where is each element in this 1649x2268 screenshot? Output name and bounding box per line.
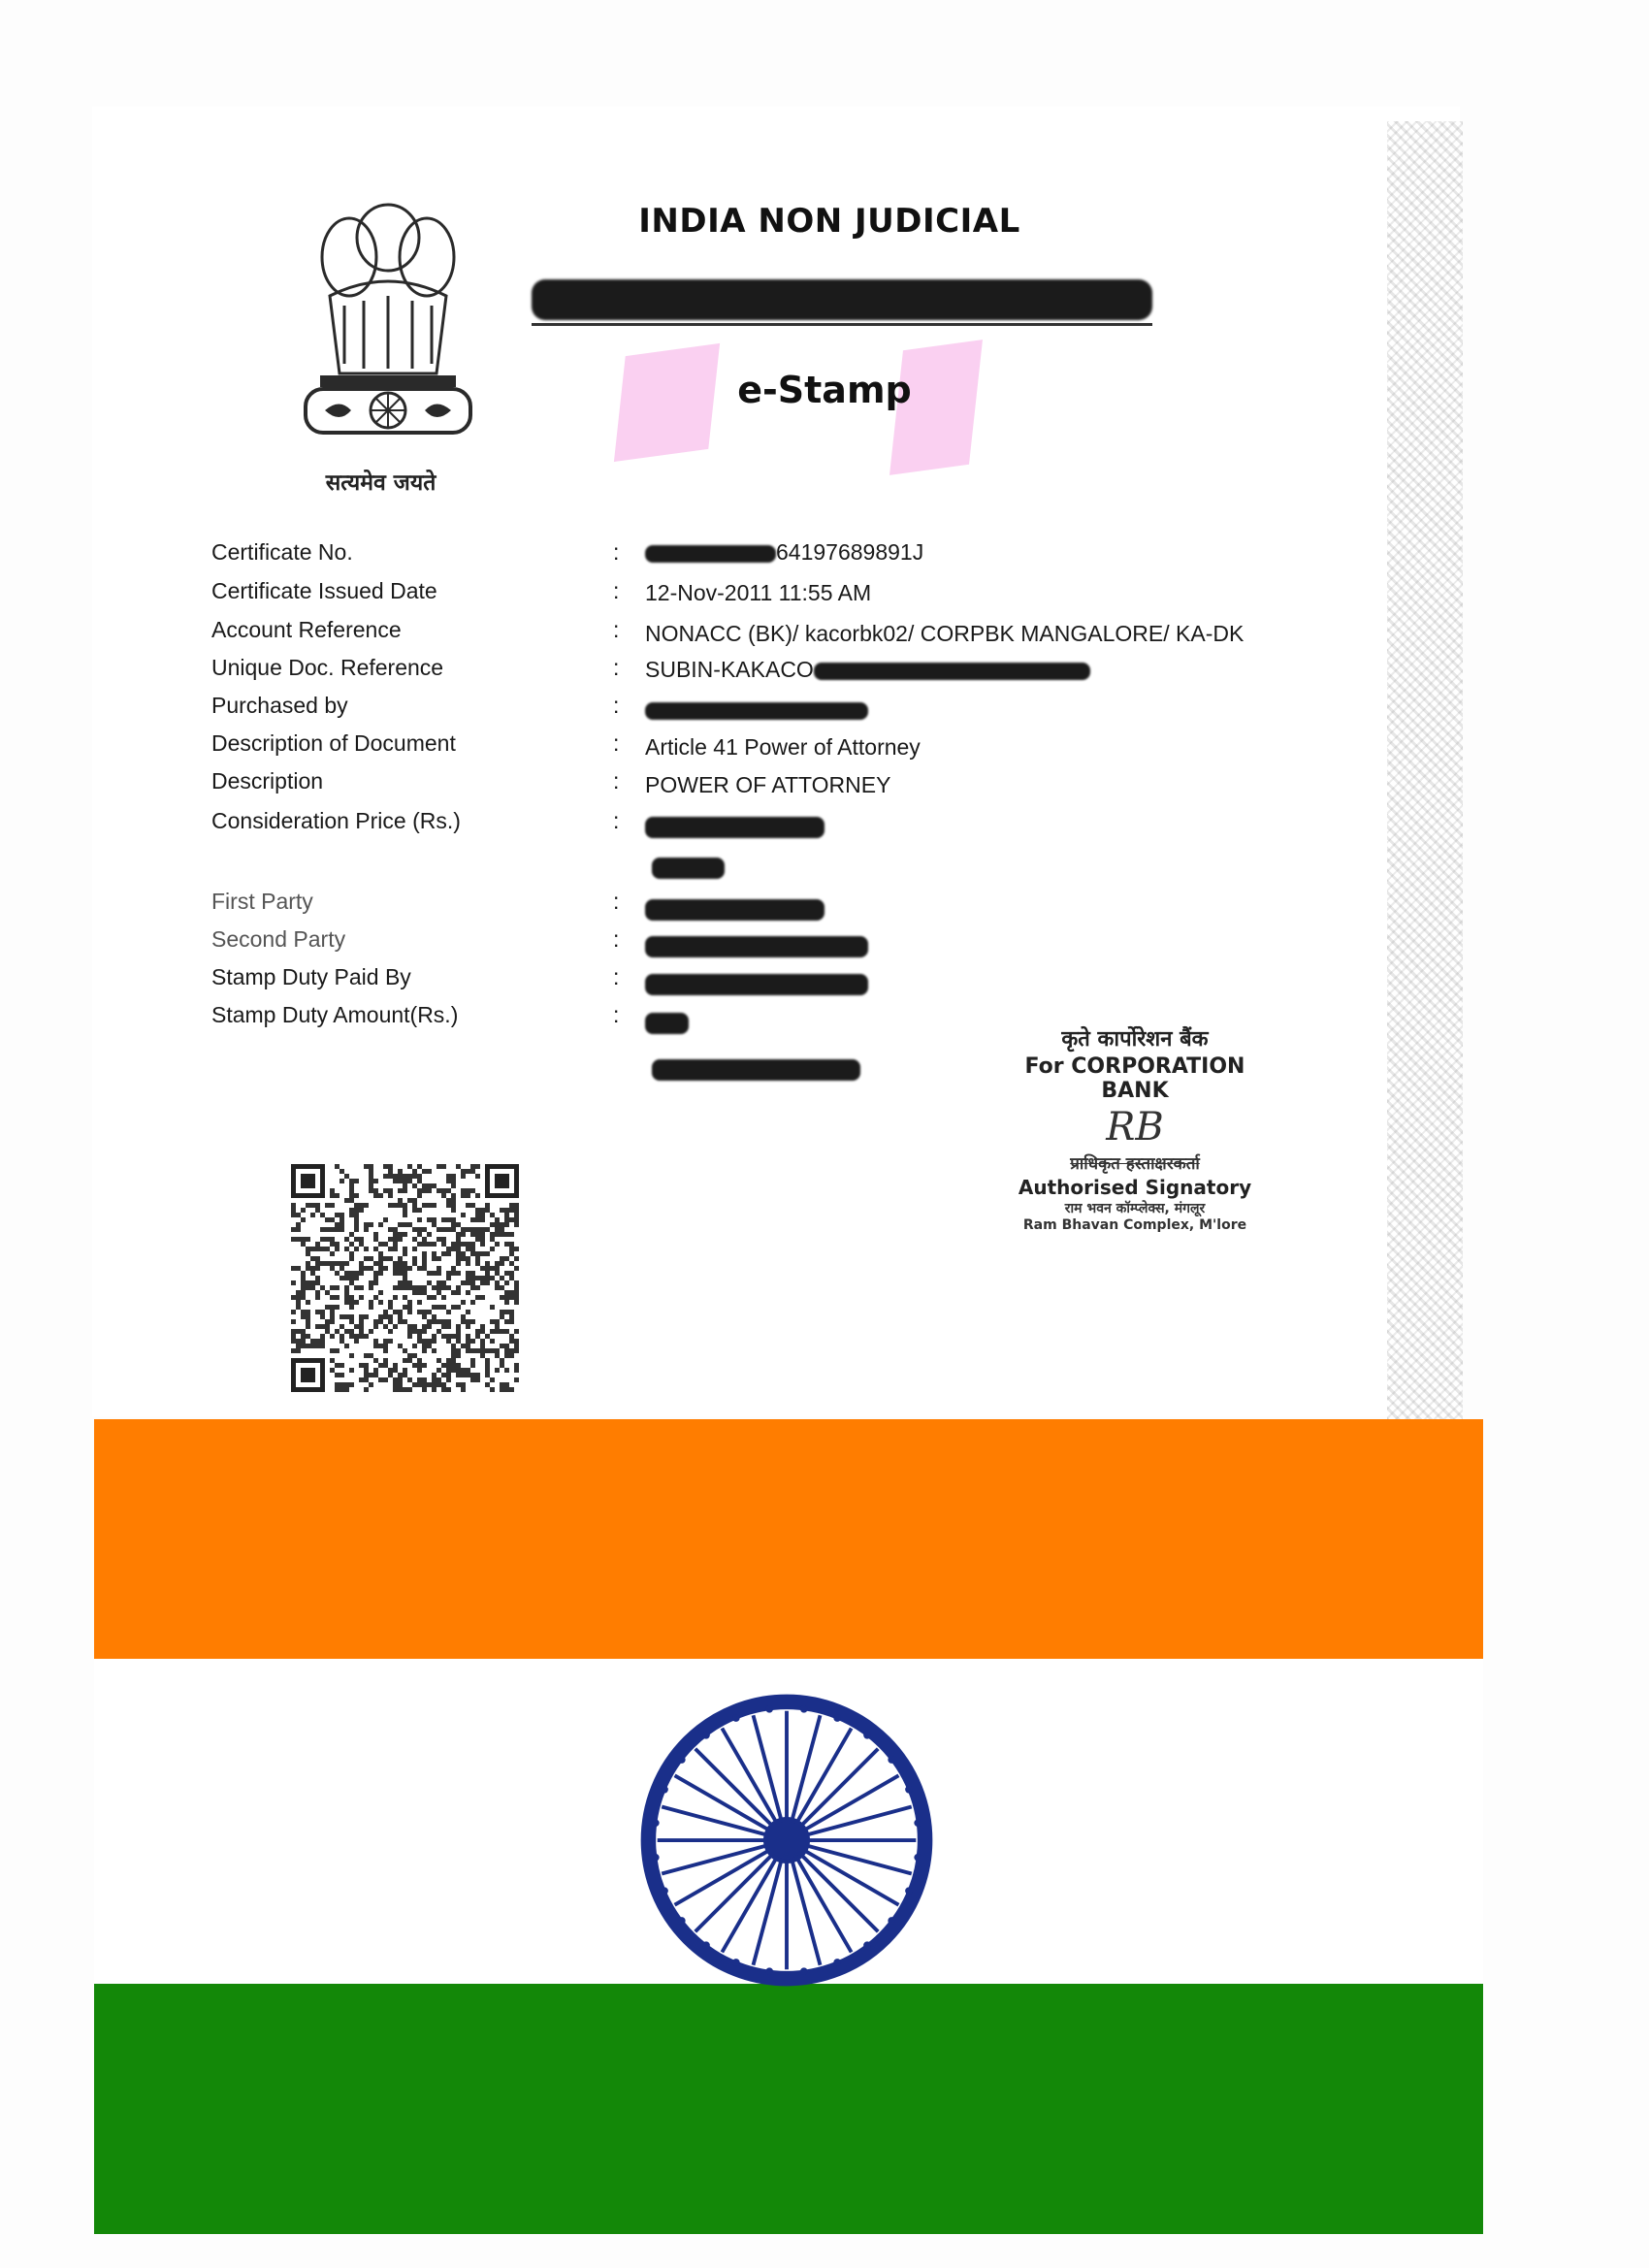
label-issued-date: Certificate Issued Date: [211, 578, 437, 603]
label-consideration-price: Consideration Price (Rs.): [211, 808, 461, 833]
redacted-value: [645, 899, 824, 921]
label-description: Description: [211, 768, 324, 794]
document-title: INDIA NON JUDICIAL: [638, 202, 1020, 241]
label-account-reference: Account Reference: [211, 617, 402, 642]
redacted-value: [645, 1013, 689, 1034]
flag-saffron-band: [94, 1419, 1483, 1659]
value-stamp-duty-amount-words: [652, 1055, 860, 1082]
redacted-value: [645, 974, 868, 995]
ashoka-lion-capital-icon: [291, 170, 485, 461]
value-consideration-price: [645, 813, 824, 839]
value-account-reference: NONACC (BK)/ kacorbk02/ CORPBK MANGALORE/ KA-DK: [645, 621, 1245, 646]
label-stamp-duty-amount: Stamp Duty Amount(Rs.): [211, 1002, 459, 1027]
redacted-subtitle: [532, 279, 1152, 320]
value-certificate-no: [645, 539, 923, 566]
flag-green-band: [94, 1984, 1483, 2234]
value-consideration-price-line2: [652, 854, 725, 880]
decorative-border: [1387, 121, 1463, 1421]
signature: RB: [1106, 1105, 1164, 1150]
stamp-type: e-Stamp: [737, 369, 912, 411]
label-stamp-duty-paid-by: Stamp Duty Paid By: [211, 964, 411, 989]
redacted-value: [645, 936, 868, 957]
branch-address: Ram Bhavan Complex, M'lore: [1022, 1217, 1247, 1233]
colon: :: [613, 889, 620, 914]
value-issued-date: 12-Nov-2011 11:55 AM: [645, 580, 872, 605]
redacted-value: [645, 545, 776, 563]
colon: :: [613, 730, 620, 756]
value-stamp-duty-paid-by: [645, 970, 868, 996]
qr-code-icon: [291, 1164, 519, 1392]
label-purchased-by: Purchased by: [211, 693, 348, 718]
value-description-of-document: Article 41 Power of Attorney: [645, 734, 921, 760]
colon: :: [613, 964, 620, 989]
colon: :: [613, 768, 620, 794]
value-text: 64197689891J: [776, 539, 924, 565]
bank-signature-block: [989, 1023, 1280, 1233]
redacted-value: [645, 817, 824, 838]
authorised-signatory: Authorised Signatory: [1018, 1176, 1252, 1199]
colon: :: [613, 926, 620, 952]
redacted-value: [652, 1059, 860, 1081]
label-unique-doc-reference: Unique Doc. Reference: [211, 655, 444, 680]
value-stamp-duty-amount: [645, 1009, 689, 1035]
colon: :: [613, 808, 620, 833]
redacted-value: [645, 702, 868, 720]
colon: :: [613, 655, 620, 680]
colon: :: [613, 617, 620, 642]
label-second-party: Second Party: [211, 926, 346, 952]
branch-address-hindi: राम भवन कॉम्प्लेक्स, मंगलूर: [1064, 1201, 1206, 1216]
emblem-motto: सत्यमेव जयते: [325, 470, 436, 496]
value-description: POWER OF ATTORNEY: [645, 772, 891, 797]
redacted-value: [814, 663, 1090, 680]
value-unique-doc-reference: [645, 657, 1090, 683]
colon: :: [613, 1002, 620, 1027]
label-description-of-document: Description of Document: [211, 730, 456, 756]
redacted-value: [652, 858, 725, 879]
value-text: SUBIN-KAKACO: [645, 657, 814, 682]
subtitle-underline: [532, 323, 1152, 326]
bank-for-line: For CORPORATION BANK: [1024, 1054, 1245, 1103]
label-certificate-no: Certificate No.: [211, 539, 353, 565]
signatory-hindi: प्राधिकृत हस्ताक्षरकर्ता: [1070, 1154, 1200, 1174]
bank-hindi-name: कृते कार्पोरेशन बैंक: [1061, 1027, 1209, 1052]
colon: :: [613, 539, 620, 565]
value-first-party: [645, 895, 824, 922]
ashoka-chakra-icon: [636, 1690, 937, 1991]
value-second-party: [645, 932, 868, 958]
label-first-party: First Party: [211, 889, 313, 914]
value-purchased-by: [645, 697, 868, 723]
colon: :: [613, 693, 620, 718]
colon: :: [613, 578, 620, 603]
